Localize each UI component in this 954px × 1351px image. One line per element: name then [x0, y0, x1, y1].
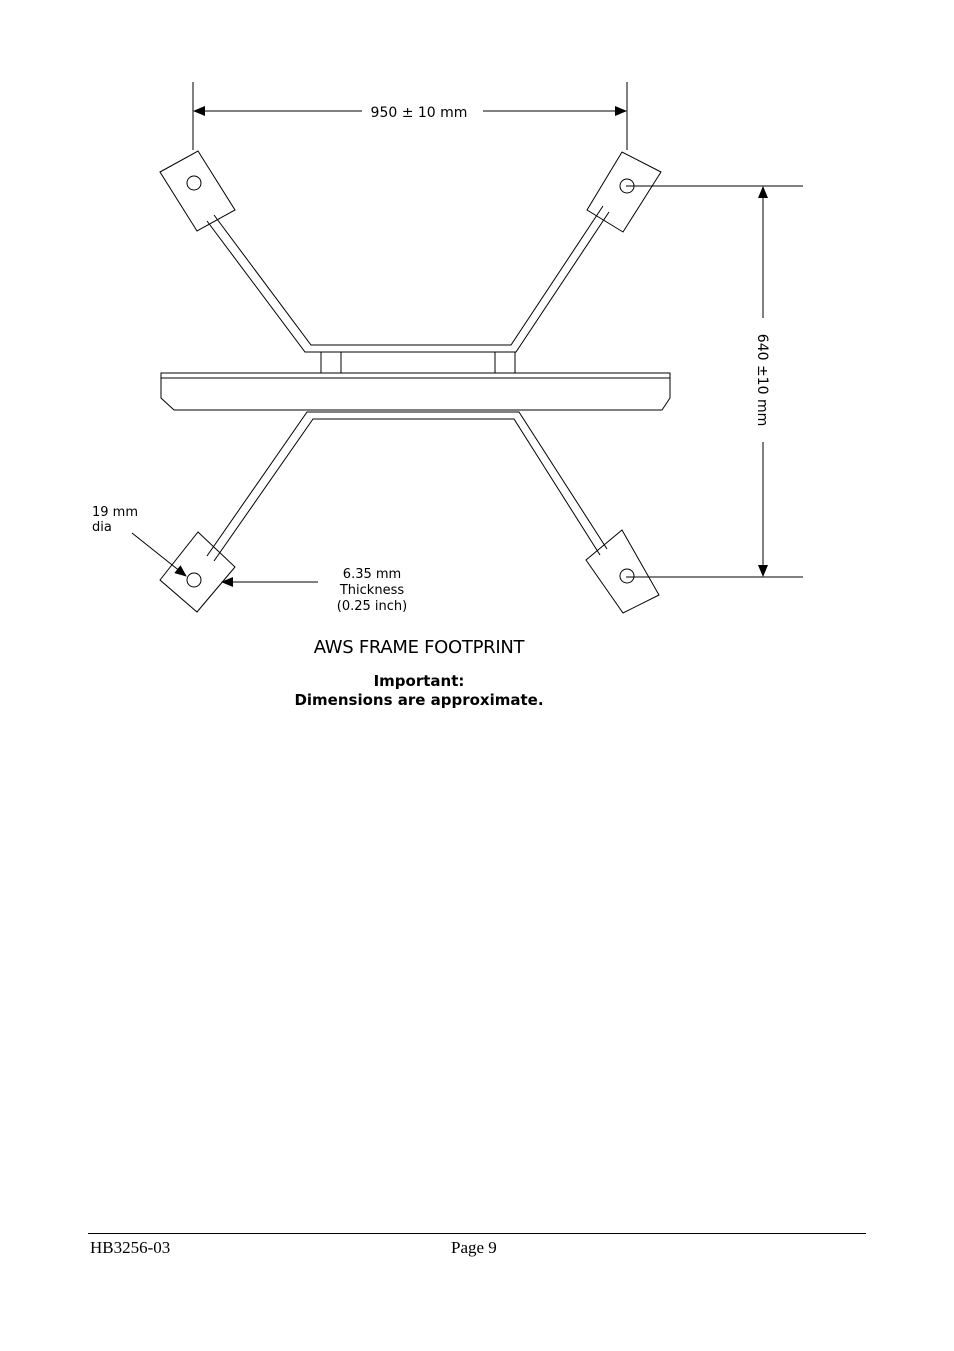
mounting-plate-top-left: [160, 151, 235, 231]
lower-frame-arm-inner: [214, 419, 600, 561]
footer-rule: [88, 1233, 866, 1234]
mounting-hole-bottom-right: [620, 569, 634, 583]
thickness-label-line1: 6.35 mm: [342, 567, 402, 582]
mounting-plate-bottom-right: [586, 530, 659, 613]
lower-frame-arm-outer: [207, 412, 607, 556]
mounting-hole-top-left: [187, 176, 201, 190]
document-id: HB3256-03: [90, 1238, 171, 1257]
hole-diameter-label-line1: 19 mm: [92, 505, 139, 520]
hole-leader-arrow: [132, 533, 186, 576]
mounting-hole-bottom-left: [187, 573, 201, 587]
width-dimension-label: 950 ± 10 mm: [370, 105, 468, 121]
figure-caption: AWS FRAME FOOTPRINT: [313, 637, 525, 658]
important-note: [0, 672, 838, 710]
upper-frame-arm-outer: [207, 212, 609, 352]
support-block-right: [495, 352, 515, 373]
upper-frame-arm-inner: [214, 206, 603, 345]
height-dimension-label: 640 ±10 mm: [754, 333, 770, 427]
thickness-label-line2: Thickness: [339, 583, 405, 598]
important-body: Dimensions are approximate.: [294, 691, 544, 709]
support-block-left: [321, 352, 341, 373]
page-number: Page 9: [451, 1238, 497, 1257]
important-heading: Important:: [373, 672, 465, 690]
hole-diameter-label-line2: dia: [92, 520, 112, 535]
thickness-label-line3: (0.25 inch): [336, 599, 408, 614]
main-beam: [161, 373, 670, 410]
mounting-plate-bottom-left: [160, 532, 235, 612]
